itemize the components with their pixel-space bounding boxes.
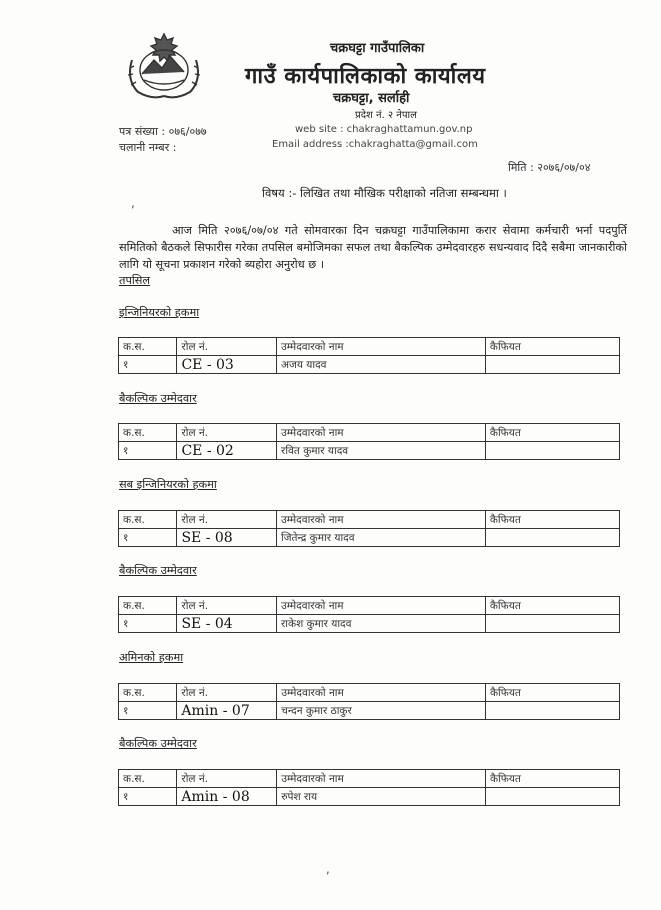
cell-name: जितेन्द्र कुमार यादव bbox=[277, 529, 486, 547]
cell-sn: १ bbox=[119, 529, 177, 547]
header-sn: क.स. bbox=[119, 597, 177, 615]
table-header-row bbox=[119, 511, 620, 529]
result-table-alternate-engineer bbox=[118, 423, 620, 460]
subject-line: विषय :- लिखित तथा मौखिक परीक्षाको नतिजा सम्बन्धमा । bbox=[262, 186, 507, 200]
result-table-alternate-sub-engineer bbox=[118, 596, 620, 633]
table-header-row bbox=[119, 597, 620, 615]
result-table-sub-engineer bbox=[118, 510, 620, 547]
table-row bbox=[119, 615, 620, 633]
result-table-alternate-amin bbox=[118, 769, 620, 806]
header-remark: कैफियत bbox=[485, 338, 619, 356]
ink-mark: , bbox=[326, 862, 330, 876]
tapsil-label: तपसिल bbox=[119, 274, 151, 287]
header-name: उम्मेदवारको नाम bbox=[277, 338, 486, 356]
section-title-engineer: इन्जिनियरको हकमा bbox=[119, 306, 200, 319]
body-paragraph: आज मिति २०७६/०७/०४ गते सोमवारका दिन चक्रघट्टा गाउँपालिकामा करार सेवामा कर्मचारी भर्ना पदपुर्ति समितिको बैठकले सिफारीस गरेका तपसिल बमोजिमका सफल तथा बैकल्पिक उम्मेदवारहरु सधन्यवाद दिदै सबैमा जानकारीको लागि यो सूचना प्रकाशन गरेको ब्यहोरा अनुरोध छ । bbox=[119, 224, 627, 271]
header-roll: रोल नं. bbox=[177, 424, 277, 442]
municipality-name: चक्रघट्टा गाउँपालिका bbox=[330, 41, 425, 56]
cell-roll: SE - 04 bbox=[177, 615, 277, 633]
cell-remark bbox=[485, 615, 619, 633]
section-title-alternate-engineer: बैकल्पिक उम्मेदवार bbox=[119, 392, 197, 405]
table-header-row bbox=[119, 338, 620, 356]
letter-date: मिति : २०७६/०७/०४ bbox=[508, 161, 591, 174]
cell-roll: Amin - 08 bbox=[177, 788, 277, 806]
header-sn: क.स. bbox=[119, 511, 177, 529]
header-remark: कैफियत bbox=[485, 424, 619, 442]
header-remark: कैफियत bbox=[485, 770, 619, 788]
cell-remark bbox=[485, 442, 619, 460]
cell-roll: SE - 08 bbox=[177, 529, 277, 547]
cell-sn: १ bbox=[119, 702, 177, 720]
header-sn: क.स. bbox=[119, 684, 177, 702]
letter-number: पत्र संख्या : ०७६/०७७ bbox=[119, 125, 207, 138]
cell-roll: CE - 03 bbox=[177, 356, 277, 374]
table-header-row bbox=[119, 684, 620, 702]
email-link[interactable]: Email address :chakraghatta@gmail.com bbox=[272, 139, 478, 150]
table-row bbox=[119, 529, 620, 547]
header-roll: रोल नं. bbox=[177, 770, 277, 788]
nepal-emblem-icon bbox=[124, 30, 204, 100]
table-row bbox=[119, 356, 620, 374]
header-roll: रोल नं. bbox=[177, 684, 277, 702]
header-sn: क.स. bbox=[119, 424, 177, 442]
header-remark: कैफियत bbox=[485, 684, 619, 702]
result-table-engineer bbox=[118, 337, 620, 374]
cell-sn: १ bbox=[119, 615, 177, 633]
header-name: उम्मेदवारको नाम bbox=[277, 597, 486, 615]
header-remark: कैफियत bbox=[485, 597, 619, 615]
cell-remark bbox=[485, 529, 619, 547]
table-header-row bbox=[119, 770, 620, 788]
office-location: चक्रघट्टा, सर्लाही bbox=[333, 91, 410, 106]
cell-sn: १ bbox=[119, 356, 177, 374]
header-roll: रोल नं. bbox=[177, 338, 277, 356]
office-title: गाउँ कार्यपालिकाको कार्यालय bbox=[245, 64, 486, 89]
cell-name: अजय यादव bbox=[277, 356, 486, 374]
section-title-alternate-amin: बैकल्पिक उम्मेदवार bbox=[119, 737, 197, 750]
header-remark: कैफियत bbox=[485, 511, 619, 529]
table-row bbox=[119, 788, 620, 806]
header-sn: क.स. bbox=[119, 338, 177, 356]
table-row bbox=[119, 442, 620, 460]
cell-remark bbox=[485, 356, 619, 374]
cell-sn: १ bbox=[119, 442, 177, 460]
cell-name: रवित कुमार यादव bbox=[277, 442, 486, 460]
website-link[interactable]: web site : chakraghattamun.gov.np bbox=[295, 124, 473, 135]
header-name: उम्मेदवारको नाम bbox=[277, 511, 486, 529]
province-line: प्रदेश नं. २ नेपाल bbox=[355, 110, 417, 121]
cell-remark bbox=[485, 702, 619, 720]
ink-mark: , bbox=[131, 196, 135, 210]
table-row bbox=[119, 702, 620, 720]
cell-name: राकेश कुमार यादव bbox=[277, 615, 486, 633]
cell-remark bbox=[485, 788, 619, 806]
header-roll: रोल नं. bbox=[177, 597, 277, 615]
cell-name: रुपेश राय bbox=[277, 788, 486, 806]
section-title-sub-engineer: सब इन्जिनियरको हकमा bbox=[119, 478, 217, 491]
cell-name: चन्दन कुमार ठाकुर bbox=[277, 702, 486, 720]
cell-roll: CE - 02 bbox=[177, 442, 277, 460]
cell-roll: Amin - 07 bbox=[177, 702, 277, 720]
section-title-amin: अमिनको हकमा bbox=[119, 651, 184, 664]
dispatch-number: चलानी नम्बर : bbox=[119, 141, 177, 154]
header-name: उम्मेदवारको नाम bbox=[277, 424, 486, 442]
section-title-alternate-sub-engineer: बैकल्पिक उम्मेदवार bbox=[119, 564, 197, 577]
header-name: उम्मेदवारको नाम bbox=[277, 770, 486, 788]
result-table-amin bbox=[118, 683, 620, 720]
header-name: उम्मेदवारको नाम bbox=[277, 684, 486, 702]
header-roll: रोल नं. bbox=[177, 511, 277, 529]
cell-sn: १ bbox=[119, 788, 177, 806]
header-sn: क.स. bbox=[119, 770, 177, 788]
table-header-row bbox=[119, 424, 620, 442]
